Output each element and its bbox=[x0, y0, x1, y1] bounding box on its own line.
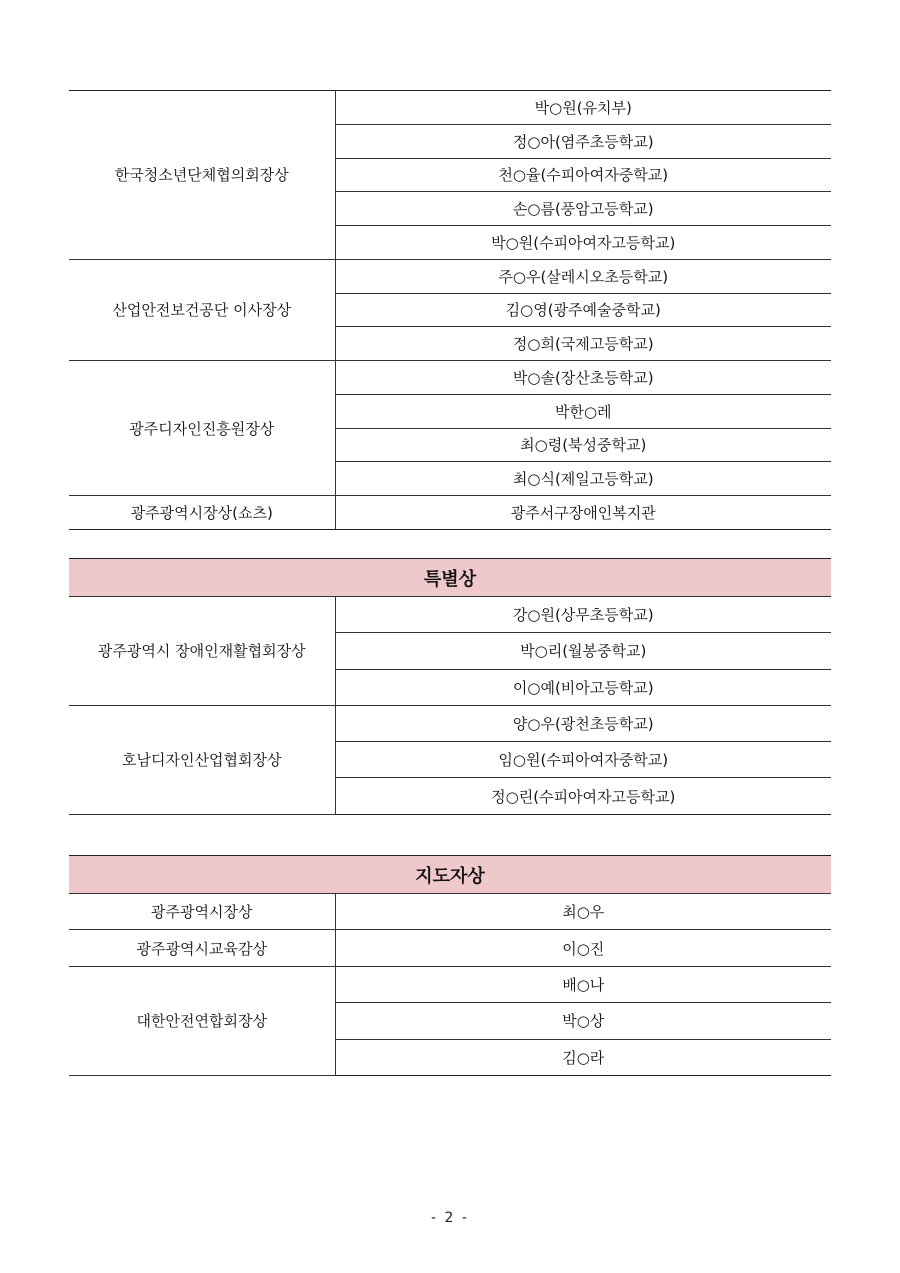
winner-cell: 최○우 bbox=[335, 894, 831, 930]
award-name: 광주광역시 장애인재활협회장상 bbox=[69, 597, 335, 706]
winner-cell: 정○린(수피아여자고등학교) bbox=[335, 778, 831, 814]
winner-cell: 박○상 bbox=[335, 1003, 831, 1039]
winner-cell: 김○영(광주예술중학교) bbox=[335, 293, 831, 327]
winner-cell: 박○리(월봉중학교) bbox=[335, 633, 831, 669]
mentor-awards-table bbox=[69, 855, 831, 1076]
page-number: - 2 - bbox=[431, 1210, 469, 1226]
section-title: 특별상 bbox=[69, 559, 831, 597]
winner-cell: 이○예(비아고등학교) bbox=[335, 669, 831, 705]
winner-cell: 박한○레 bbox=[335, 394, 831, 428]
winner-cell: 박○원(수피아여자고등학교) bbox=[335, 226, 831, 260]
winner-cell: 정○아(염주초등학교) bbox=[335, 124, 831, 158]
winner-cell: 주○우(살레시오초등학교) bbox=[335, 259, 831, 293]
winner-cell: 이○진 bbox=[335, 930, 831, 966]
winner-cell: 정○희(국제고등학교) bbox=[335, 327, 831, 361]
winner-cell: 박○원(유치부) bbox=[335, 91, 831, 125]
winner-cell: 최○령(북성중학교) bbox=[335, 428, 831, 462]
winner-cell: 천○율(수피아여자중학교) bbox=[335, 158, 831, 192]
winner-cell: 임○원(수피아여자중학교) bbox=[335, 742, 831, 778]
winner-cell: 강○원(상무초등학교) bbox=[335, 597, 831, 633]
winner-cell: 광주서구장애인복지관 bbox=[335, 496, 831, 530]
winner-cell: 양○우(광천초등학교) bbox=[335, 705, 831, 741]
award-name: 광주광역시장상 bbox=[69, 894, 335, 930]
winner-cell: 배○나 bbox=[335, 966, 831, 1002]
award-name: 산업안전보건공단 이사장상 bbox=[69, 259, 335, 360]
award-name: 한국청소년단체협의회장상 bbox=[69, 91, 335, 260]
special-awards-table bbox=[69, 558, 831, 815]
winner-cell: 손○름(풍암고등학교) bbox=[335, 192, 831, 226]
award-name: 광주광역시장상(쇼츠) bbox=[69, 496, 335, 530]
award-name: 광주광역시교육감상 bbox=[69, 930, 335, 966]
award-name: 호남디자인산업협회장상 bbox=[69, 705, 335, 814]
award-name: 대한안전연합회장상 bbox=[69, 966, 335, 1075]
winner-cell: 김○라 bbox=[335, 1039, 831, 1075]
awards-table-continued bbox=[69, 90, 831, 530]
winner-cell: 최○식(제일고등학교) bbox=[335, 462, 831, 496]
section-title: 지도자상 bbox=[69, 856, 831, 894]
winner-cell: 박○솔(장산초등학교) bbox=[335, 361, 831, 395]
award-name: 광주디자인진흥원장상 bbox=[69, 361, 335, 496]
